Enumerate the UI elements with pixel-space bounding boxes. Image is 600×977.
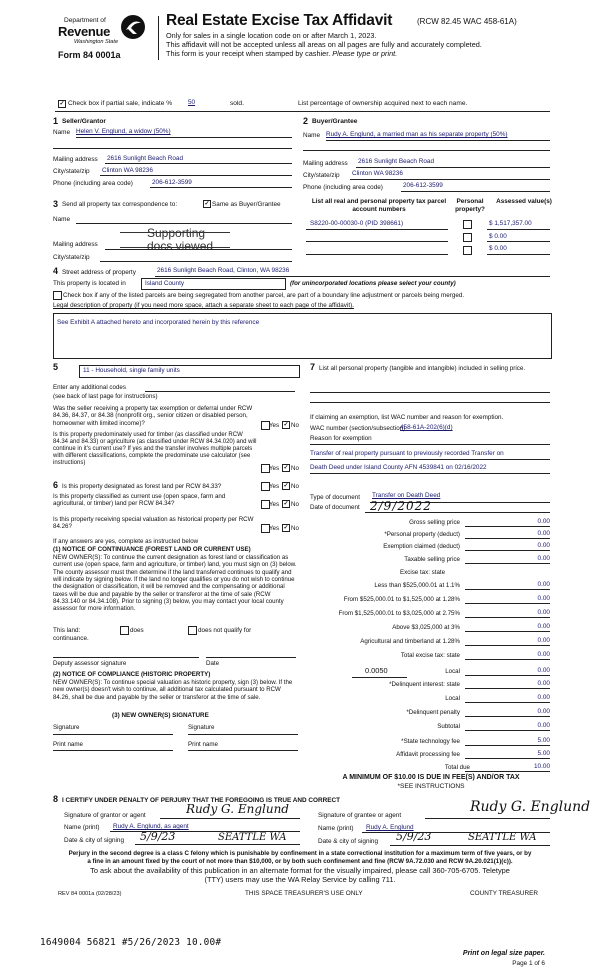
notice-continuance-heading: (1) NOTICE OF CONTINUANCE (FOREST LAND OR CURRENT USE) (53, 546, 251, 553)
grantor-name-field[interactable]: Rudy A. Englund, as agent (113, 823, 189, 830)
minimum-due-notice: A MINIMUM OF $10.00 IS DUE IN FEE(S) AND/OR TAX (342, 774, 520, 781)
personal-property-checkbox-1[interactable] (463, 220, 472, 229)
technology-fee-label: *State technology fee (401, 738, 460, 745)
grantor-date-city-label: Date & city of signing (64, 837, 125, 844)
use-code-value: 11 - Household, single family units (83, 367, 180, 374)
delinquent-interest-label: *Delinquent interest: state (389, 681, 460, 688)
sec5-q1-yes-label: Yes (269, 422, 280, 429)
exemption-instruction: If claiming an exemption, list WAC number and reason for exemption. (310, 414, 504, 421)
section-5-number: 5 (53, 362, 59, 372)
subtotal-label: Subtotal (437, 723, 460, 730)
legal-paper-note: Print on legal size paper. (462, 950, 545, 957)
header-line-3: This form is your receipt when stamped by cashier. (166, 49, 331, 58)
sec5-q1-no-checkbox[interactable]: ✓ (283, 422, 289, 428)
page-indicator: Page 1 of 6 (512, 960, 545, 967)
perjury-notice-2: a fine in an amount fixed by the court of not more than $10,000, or by both such confinement and fine (RCW 9A.72.030 and RCW 9A.20.021(1)(c)). (87, 858, 513, 865)
total-excise-state-label: Total excise tax: state (400, 652, 460, 659)
affidavit-fee-value[interactable]: 5.00 (537, 750, 550, 757)
exemption-reason-line-2[interactable]: Death Deed under Island County AFN 4539841 on 02/16/2022 (310, 464, 487, 471)
partial-sale-percent[interactable]: 50 (188, 99, 196, 106)
segregated-parcel-checkbox[interactable] (53, 291, 62, 300)
grantee-city-field[interactable]: SEATTLE WA (468, 832, 537, 843)
grantee-signature-field[interactable]: Rudy G. Englund (470, 799, 591, 815)
sec5-q2-yes-label: Yes (269, 465, 280, 472)
county-treasurer-label: COUNTY TREASURER (470, 890, 538, 897)
buyer-mailing-field[interactable]: 2616 Sunlight Beach Road (358, 158, 435, 165)
grantor-name-label: Name (print) (64, 824, 100, 831)
same-as-buyer-checkbox[interactable]: ✓ (204, 201, 210, 207)
form-revision: REV 84 0001a (02/28/23) (58, 891, 122, 897)
gross-price-label: Gross selling price (409, 519, 460, 526)
perjury-notice-1: Perjury in the second degree is a class C felony which is punishable by confinement in a state correctional institution for a maximum term of five years, or by (68, 850, 532, 857)
agricultural-label: Agricultural and timberland at 1.28% (360, 638, 460, 645)
deputy-assessor-label: Deputy assessor signature (53, 660, 127, 667)
grantor-signature-field[interactable]: Rudy G. Englund (186, 802, 289, 816)
doc-date-label: Date of document (310, 504, 360, 511)
continuance-label: continuance. (53, 635, 89, 642)
excise-tax-state-heading: Excise tax: state (400, 569, 446, 576)
forest-yes-label: Yes (269, 483, 280, 490)
grantor-signature-label: Signature of grantor or agent (64, 812, 146, 819)
exemption-deduct-value[interactable]: 0.00 (537, 542, 550, 549)
taxable-price-value[interactable]: 0.00 (537, 555, 550, 562)
supporting-docs-stamp-1: Supporting (147, 226, 206, 240)
sec5-q1-no-label: No (291, 422, 299, 429)
gross-price-value[interactable]: 0.00 (537, 518, 550, 525)
tier-1-label: Less than $525,000.01 at 1.1% (374, 582, 460, 589)
county-select[interactable] (141, 278, 286, 290)
treasurer-use-only: THIS SPACE TREASURER'S USE ONLY (245, 890, 363, 897)
current-use-yes-label: Yes (269, 501, 280, 508)
taxable-price-label: Taxable selling price (404, 556, 460, 563)
historic-no-checkbox[interactable]: ✓ (283, 525, 289, 531)
notice-compliance-heading: (2) NOTICE OF COMPLIANCE (HISTORIC PROPERTY) (53, 671, 211, 678)
total-excise-state-value[interactable]: 0.00 (537, 651, 550, 658)
deputy-date-label: Date (206, 660, 220, 667)
legal-description-label: Legal description of property (if you need more space, attach a separate sheet to each page of the affidavit). (53, 302, 354, 309)
legal-description-text: See Exhibit A attached hereto and incorporated herein by this reference (57, 319, 260, 326)
notice-compliance-body: NEW OWNER(S): To continue special valuation as historic property, sign (3) below. If the new owner(s) doesn't wish to continue, all additional tax calculated pursuant to RCW 84.26, shall be due and payable by the seller or transferor at the time of sale. (53, 679, 293, 701)
logo-revenue-text: Revenue (58, 24, 111, 39)
tier-2-value[interactable]: 0.00 (537, 595, 550, 602)
personal-property-checkbox-3[interactable] (463, 246, 472, 255)
buyer-phone-field[interactable]: 206-612-3599 (403, 182, 443, 189)
forest-no-checkbox[interactable]: ✓ (283, 483, 289, 489)
seller-mail-label: Mailing address (53, 156, 98, 163)
grantee-date-field[interactable]: 5/9/23 (396, 830, 432, 843)
doc-type-field[interactable]: Transfer on Death Deed (372, 492, 441, 499)
sec6-q1: Is this property designated as forest land per RCW 84.33? (62, 483, 222, 490)
delinquent-local-label: Local (445, 695, 460, 702)
personal-property-checkbox-2[interactable] (463, 233, 472, 242)
agricultural-value[interactable]: 0.00 (537, 637, 550, 644)
use-code-select[interactable] (79, 365, 300, 378)
form-number: Form 84 0001a (58, 50, 121, 60)
section-4-number: 4 (53, 266, 59, 276)
grantee-date-city-label: Date & city of signing (318, 838, 379, 845)
tier-4-label: Above $3,025,000 at 3% (392, 624, 460, 631)
land-does-checkbox[interactable] (120, 626, 129, 635)
buyer-heading: Buyer/Grantee (312, 118, 358, 125)
section-8-number: 8 (53, 794, 59, 804)
sec6-q3: Is this property receiving special valuation as historical property per RCW 84.26? (53, 516, 254, 531)
local-rate-value: 0.0050 (365, 666, 388, 675)
current-use-no-label: No (291, 501, 299, 508)
legal-description-textarea[interactable] (53, 313, 552, 359)
delinquent-penalty-label: *Delinquent penalty (406, 709, 460, 716)
grantor-city-field[interactable]: SEATTLE WA (218, 832, 287, 843)
land-does-label: does (130, 627, 144, 634)
header-line-2: This affidavit will not be accepted unless all areas on all pages are fully and accurately completed. (166, 40, 482, 49)
section-6-number: 6 (53, 480, 59, 490)
sec6-q2: Is this property classified as current use (open space, farm and agricultural, or timber) land per RCW 84.34? (53, 493, 226, 508)
land-does-not-checkbox[interactable] (188, 626, 197, 635)
sec5-q1: Was the seller receiving a property tax exemption or deferral under RCW 84.36, 84.37, or 84.38 (nonprofit org., senior citizen or disabled person, homeowner with limited income)? (53, 405, 253, 427)
seller-name-label: Name (53, 129, 71, 136)
accessibility-notice-1: To ask about the availability of this publication in an alternate format for the visually impaired, please call 360-705-6705. Teletype (90, 866, 510, 875)
section-7-number: 7 (310, 362, 316, 372)
accessibility-notice-2: (TTY) users may use the WA Relay Service by calling 711. (204, 875, 396, 884)
subtotal-value[interactable]: 0.00 (537, 722, 550, 729)
dor-logo (58, 14, 158, 64)
owner-print-name-label-2: Print name (188, 741, 218, 748)
delinquent-local-value[interactable]: 0.00 (537, 694, 550, 701)
see-instructions-note: *SEE INSTRUCTIONS (397, 783, 465, 790)
parcel-number-1[interactable]: S8220-00-00030-0 (PID 398661) (310, 220, 404, 227)
reason-label: Reason for exemption (310, 435, 372, 442)
buyer-city-field[interactable]: Clinton WA 98236 (352, 170, 403, 177)
doc-type-label: Type of document (310, 494, 361, 501)
sec5-q2-no-checkbox[interactable]: ✓ (283, 465, 289, 471)
tier-2-label: From $525,000.01 to $1,525,000 at 1.28% (343, 596, 460, 603)
section-1-number: 1 (53, 116, 59, 126)
grantor-date-field[interactable]: 5/9/23 (140, 830, 176, 843)
street-address-label: Street address of property (62, 269, 136, 276)
buyer-city-label: City/state/zip (303, 172, 340, 179)
buyer-mail-label: Mailing address (303, 160, 348, 167)
personal-property-deduct-label: *Personal property (deduct) (384, 531, 460, 538)
delinquent-penalty-value[interactable]: 0.00 (537, 708, 550, 715)
segregated-parcel-label: Check box if any of the listed parcels are being segregated from another parcel, are part of a boundary line adjustment or parcels being merged. (63, 292, 465, 299)
header-line-1: Only for sales in a single location code on or after March 1, 2023. (166, 31, 377, 40)
total-due-label: Total due (444, 764, 470, 771)
sec5-q2: Is this property predominately used for timber (as classified under RCW 84.34 and 84.33) or agriculture (as classified under RCW 84.34.020) and will continue in it's current use? If yes and the transfer involves multiple parcels with different classifications, complete the predominate use calculator (see instructions) (53, 432, 257, 467)
assessed-value-3[interactable]: $ 0.00 (489, 245, 507, 252)
sec5-q2-no-label: No (291, 465, 299, 472)
tier-1-value[interactable]: 0.00 (537, 581, 550, 588)
this-land-label: This land: (53, 627, 81, 634)
seller-city-label: City/state/zip (53, 168, 90, 175)
local-tax-label: Local (445, 668, 460, 675)
buyer-phone-label: Phone (including area code) (303, 184, 383, 191)
additional-codes-label: Enter any additional codes (53, 384, 126, 391)
tier-3-label: From $1,525,000.01 to $3,025,000 at 2.75% (338, 610, 460, 617)
located-in-label: This property is located in (53, 280, 126, 287)
sec7-heading: List all personal property (tangible and intangible) included in selling price. (319, 365, 526, 372)
buyer-name-field[interactable]: Rudy A. Englund, a married man as his separate property (50%) (326, 131, 508, 138)
sec3-name-label: Name (53, 216, 71, 223)
certify-statement: I CERTIFY UNDER PENALTY OF PERJURY THAT THE FOREGOING IS TRUE AND CORRECT (62, 797, 341, 804)
sec3-mail-label: Mailing address (53, 241, 98, 248)
if-yes-note: If any answers are yes, complete as instructed below (53, 538, 199, 545)
unincorporated-note: (for unincorporated locations please select your county) (290, 280, 456, 287)
revenue-logo-icon (120, 14, 146, 40)
sec3-city-label: City/state/zip (53, 254, 90, 261)
parcel-col-assessed: Assessed value(s) (496, 198, 552, 205)
notice-continuance-body: NEW OWNER(S): To continue the current designation as forest land or classification as current use (open space, farm and agriculture, or timber) land, you must sign on (3) below. The county assessor must then determine if the land transferred continues to qualify and will indicate by signing below. If the land no longer qualifies or you do not wish to continue the designation or classification, it will be removed and the compensating or additional taxes will be due and payable by the seller or transferor at the time of sale (RCW 84.33.140 or 84.34.108). Prior to signing (3) below, you may contact your local county assessor for more information. (53, 554, 297, 613)
supporting-docs-stamp-2: docs viewed (147, 239, 214, 253)
historic-yes-label: Yes (269, 525, 280, 532)
grantee-signature-label: Signature of grantee or agent (318, 812, 402, 819)
assessed-value-1[interactable]: $ 1,517,357.00 (489, 220, 532, 227)
ownership-instruction: List percentage of ownership acquired next to each name. (298, 100, 468, 107)
current-use-no-checkbox[interactable]: ✓ (283, 501, 289, 507)
parcel-col-personal: Personal property? (455, 198, 485, 213)
grantee-name-label: Name (print) (318, 825, 354, 832)
owner-signature-label-1: Signature (53, 724, 80, 731)
partial-sale-label: Check box if partial sale, indicate % (68, 100, 173, 107)
owner-print-name-label-1: Print name (53, 741, 83, 748)
form-title: Real Estate Excise Tax Affidavit (166, 12, 393, 29)
tier-3-value[interactable]: 0.00 (537, 609, 550, 616)
forest-no-label: No (291, 483, 299, 490)
section-2-number: 2 (303, 116, 309, 126)
exemption-reason-line-1[interactable]: Transfer of real property pursuant to previously recorded Transfer on (310, 450, 504, 457)
assessed-value-2[interactable]: $ 0.00 (489, 233, 507, 240)
partial-sold-text: sold. (230, 100, 244, 107)
parcel-col-numbers: List all real and personal property tax parcel account numbers (311, 198, 447, 213)
buyer-name-label: Name (303, 132, 321, 139)
seller-mailing-field[interactable]: 2616 Sunlight Beach Road (107, 155, 184, 162)
grantee-name-field[interactable]: Rudy A. Englund (366, 824, 414, 831)
local-tax-value[interactable]: 0.00 (537, 667, 550, 674)
owner-signature-label-2: Signature (188, 724, 215, 731)
doc-date-field[interactable]: 2/9/2022 (370, 499, 432, 513)
total-due-value[interactable]: 10.00 (534, 763, 550, 770)
seller-heading: Seller/Grantor (62, 118, 106, 125)
tier-4-value[interactable]: 0.00 (537, 623, 550, 630)
wac-number-field[interactable]: 458-61A-202(6)(d) (400, 424, 453, 431)
land-does-not-label: does not qualify for (198, 627, 252, 634)
partial-sale-checkbox[interactable]: ✓ (59, 101, 65, 107)
logo-state-text: Washington State (74, 39, 119, 45)
sec3-heading: Send all property tax correspondence to: (62, 201, 178, 208)
seller-city-field[interactable]: Clinton WA 98236 (102, 167, 153, 174)
see-back-note: (see back of last page for instructions) (53, 393, 158, 400)
property-street-field[interactable]: 2616 Sunlight Beach Road, Clinton, WA 98236 (157, 267, 290, 274)
header-line-3b: Please type or print. (332, 49, 398, 58)
historic-no-label: No (291, 525, 299, 532)
county-select-value: Island County (145, 280, 185, 287)
new-owner-signature-heading: (3) NEW OWNER(S) SIGNATURE (112, 712, 209, 719)
delinquent-interest-value[interactable]: 0.00 (537, 680, 550, 687)
seller-name-field[interactable]: Helen V. Englund, a widow (50%) (76, 128, 171, 135)
exemption-deduct-label: Exemption claimed (deduct) (383, 543, 460, 550)
logo-dept-text: Department of (64, 17, 106, 24)
recording-stamp: 1649004 56821 #5/26/2023 10.00# (40, 937, 222, 948)
same-as-buyer-label: Same as Buyer/Grantee (212, 201, 281, 208)
technology-fee-value[interactable]: 5.00 (537, 737, 550, 744)
seller-phone-label: Phone (including area code) (53, 180, 133, 187)
wac-label: WAC number (section/subsection) (310, 425, 406, 432)
personal-property-deduct-value[interactable]: 0.00 (537, 530, 550, 537)
section-3-number: 3 (53, 199, 59, 209)
seller-phone-field[interactable]: 206-612-3599 (152, 179, 192, 186)
affidavit-fee-label: Affidavit processing fee (396, 751, 460, 758)
form-rcw: (RCW 82.45 WAC 458-61A) (417, 17, 517, 26)
